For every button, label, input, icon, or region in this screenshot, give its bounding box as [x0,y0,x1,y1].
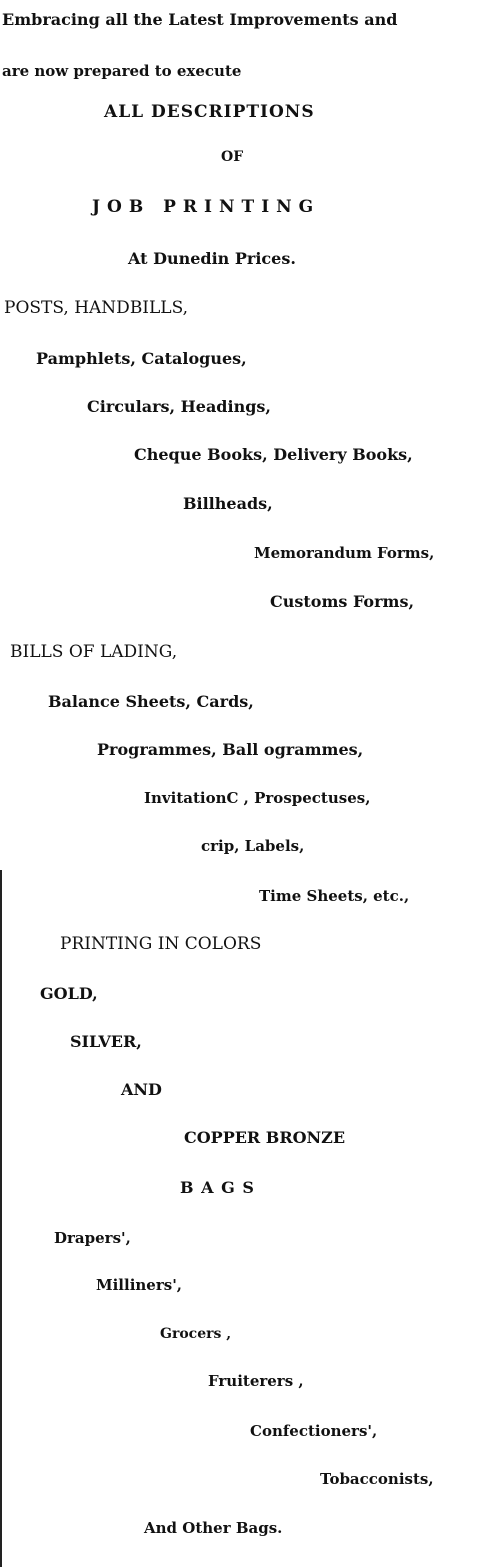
list-item: InvitationC , Prospectuses, [144,789,371,807]
metal-item: COPPER BRONZE [184,1128,346,1147]
dunedin-prices-line: At Dunedin Prices. [128,249,296,268]
job-printing-heading: JOB PRINTING [92,197,321,217]
list-item: Balance Sheets, Cards, [48,692,254,711]
bag-type: Milliners', [96,1276,183,1294]
list-item: Customs Forms, [270,592,415,611]
bag-type: And Other Bags. [144,1519,283,1537]
metal-item: GOLD, [40,984,98,1003]
list-item: POSTS, HANDBILLS, [4,298,189,318]
metal-item: AND [121,1080,162,1099]
list-item: Cheque Books, Delivery Books, [134,445,413,464]
list-item: BILLS OF LADING, [10,642,178,662]
printing-in-colors-heading: PRINTING IN COLORS [60,934,262,954]
column-rule [0,870,2,1567]
list-item: Billheads, [183,494,273,513]
list-item: Pamphlets, Catalogues, [36,349,247,368]
list-item: Programmes, Ball ogrammes, [97,740,364,759]
bag-type: Grocers , [160,1326,232,1342]
list-item: crip, Labels, [201,837,305,855]
of-word: OF [221,149,244,165]
bags-heading: B A G S [180,1178,255,1197]
all-descriptions-heading: ALL DESCRIPTIONS [104,102,315,122]
intro-line-1: Embracing all the Latest Improvements and [2,10,398,29]
intro-line-2: are now prepared to execute [2,62,242,80]
metal-item: SILVER, [70,1032,142,1051]
bag-type: Confectioners', [250,1422,378,1440]
bag-type: Drapers', [54,1229,131,1247]
list-item: Circulars, Headings, [87,397,271,416]
bag-type: Fruiterers , [208,1372,304,1390]
list-item: Time Sheets, etc., [259,887,410,905]
bag-type: Tobacconists, [320,1470,434,1488]
list-item: Memorandum Forms, [254,544,435,562]
